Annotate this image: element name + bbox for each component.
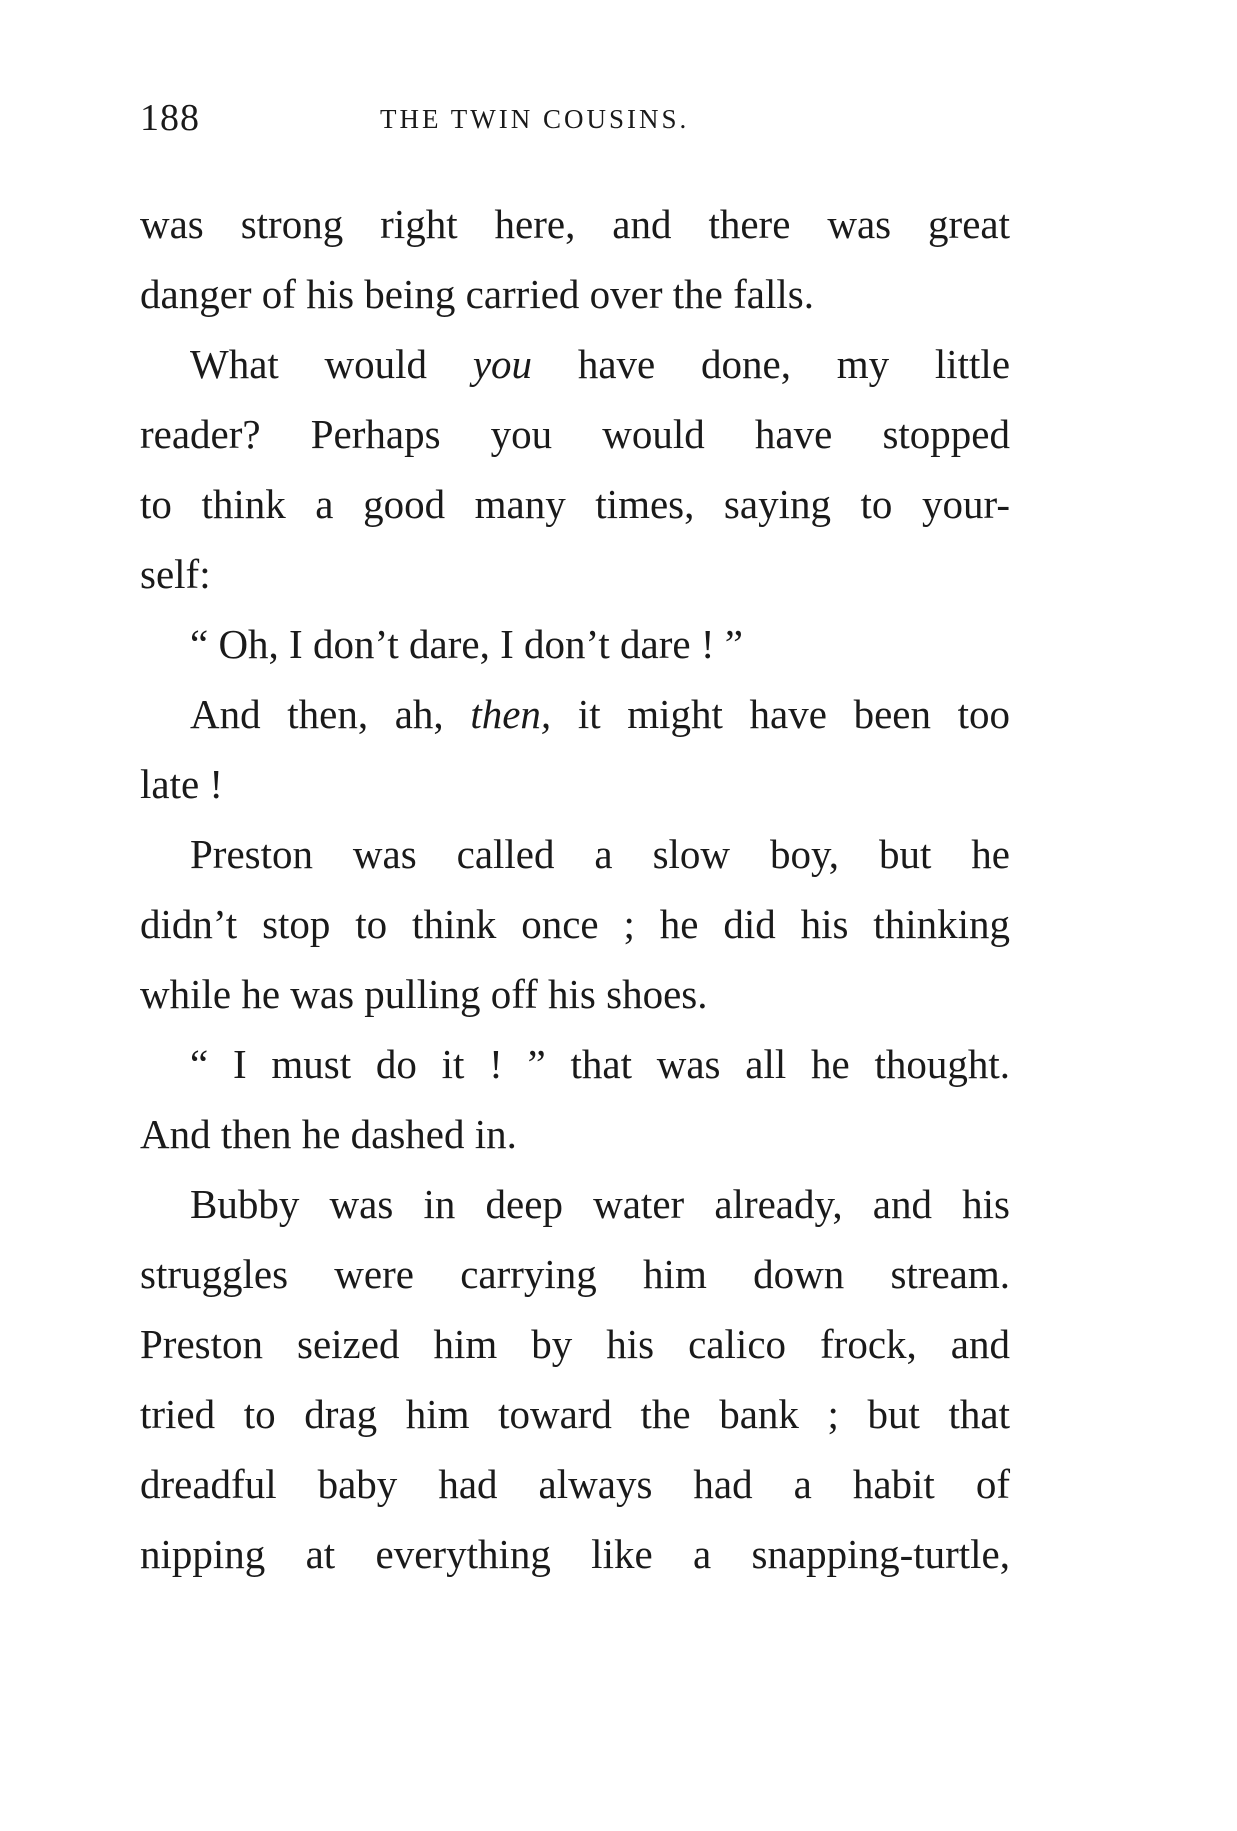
text-line: didn’t stop to think once ; he did his thinking — [140, 901, 1010, 947]
body-text — [140, 189, 1010, 1589]
text-line: danger of his being carried over the falls. — [140, 271, 814, 317]
italic-word: then, — [470, 691, 552, 737]
text-line: Preston seized him by his calico frock, and — [140, 1321, 1010, 1367]
text-line: “ I must do it ! ” that was all he thought. — [190, 1041, 1010, 1087]
text-line: reader? Perhaps you would have stopped — [140, 411, 1010, 457]
text-line: And then, ah, then, it might have been too — [190, 691, 1011, 737]
text-line: Preston was called a slow boy, but he — [190, 831, 1010, 877]
text-line: “ Oh, I don’t dare, I don’t dare ! ” — [190, 621, 743, 667]
text-line: while he was pulling off his shoes. — [140, 971, 708, 1017]
italic-word: you — [472, 341, 533, 387]
text-line: was strong right here, and there was great — [140, 201, 1010, 247]
page-header — [140, 96, 1010, 146]
text-line: dreadful baby had always had a habit of — [140, 1461, 1010, 1507]
page-number: 188 — [140, 97, 200, 139]
text-line: nipping at everything like a snapping-turtle, — [140, 1531, 1010, 1577]
text-line: to think a good many times, saying to your- — [140, 481, 1010, 527]
text-line: self: — [140, 551, 211, 597]
running-title: THE TWIN COUSINS. — [380, 104, 690, 134]
text-line: late ! — [140, 761, 224, 807]
text-line: tried to drag him toward the bank ; but that — [140, 1391, 1010, 1437]
text-line: Bubby was in deep water already, and his — [190, 1181, 1010, 1227]
text-line: And then he dashed in. — [140, 1111, 517, 1157]
text-line: struggles were carrying him down stream. — [140, 1251, 1010, 1297]
text-line: What would you have done, my little — [190, 341, 1011, 387]
